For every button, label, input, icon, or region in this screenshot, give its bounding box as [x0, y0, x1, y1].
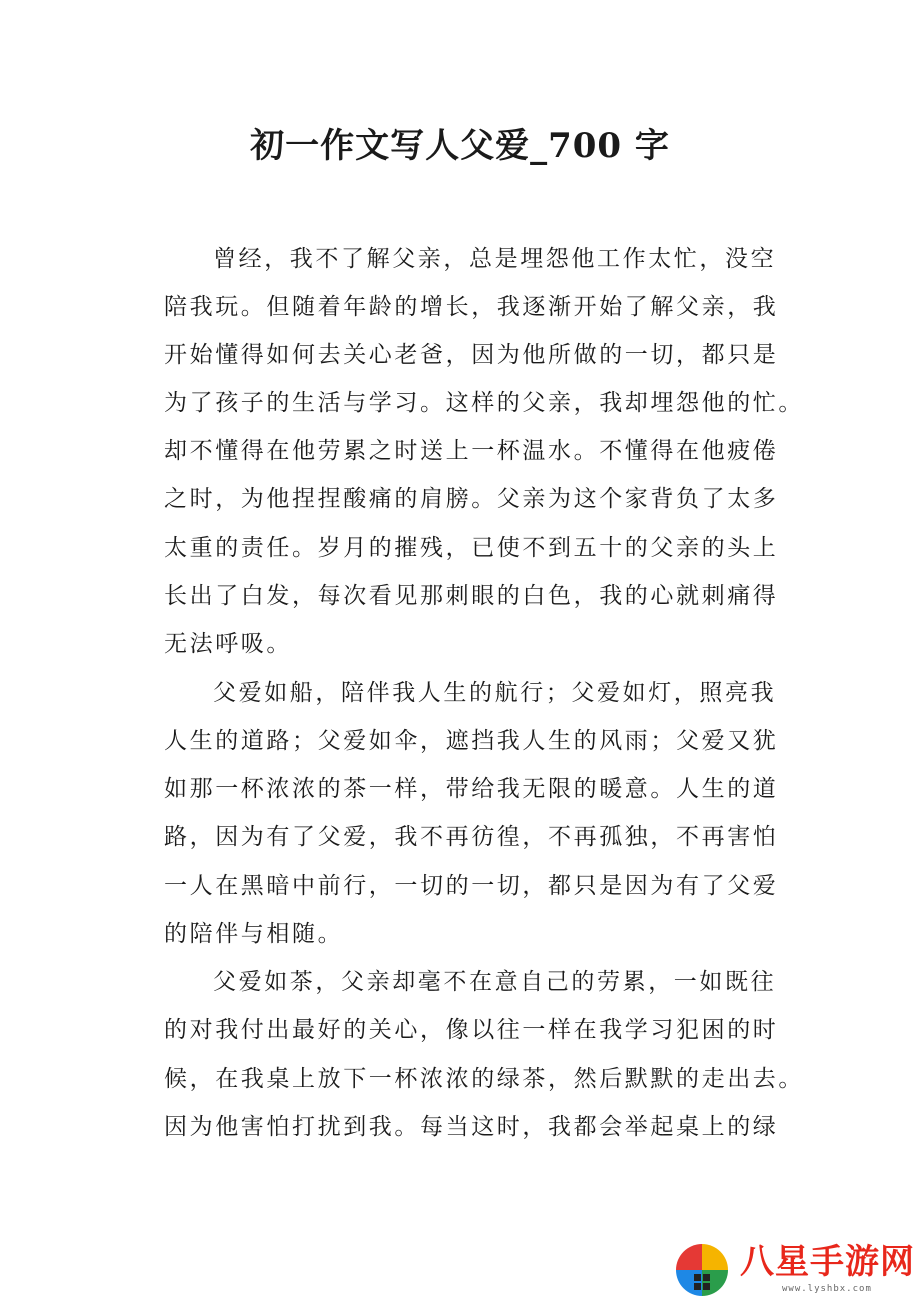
paragraph-2-line: 的陪伴与相随。: [164, 921, 344, 947]
paragraph-2-line: 一人在黑暗中前行，一切的一切，都只是因为有了父爱: [164, 873, 779, 899]
paragraph-1-line: 之时，为他捏捏酸痛的肩膀。父亲为这个家背负了太多: [164, 486, 779, 512]
document-title: 初一作文写人父爱_700 字: [250, 126, 670, 166]
paragraph-1-line: 却不懂得在他劳累之时送上一杯温水。不懂得在他疲倦: [164, 438, 779, 464]
paragraph-2-line: 如那一杯浓浓的茶一样，带给我无限的暖意。人生的道: [164, 776, 779, 802]
watermark-url: www.lyshbx.com: [782, 1284, 872, 1294]
paragraph-3-line: 候，在我桌上放下一杯浓浓的绿茶，然后默默的走出去。: [164, 1066, 804, 1092]
paragraph-1-line: 开始懂得如何去关心老爸，因为他所做的一切，都只是: [164, 342, 779, 368]
paragraph-2-line: 父爱如船，陪伴我人生的航行；父爱如灯，照亮我: [213, 680, 777, 706]
paragraph-1-line: 无法呼吸。: [164, 631, 292, 657]
paragraph-3-line: 的对我付出最好的关心，像以往一样在我学习犯困的时: [164, 1017, 779, 1043]
paragraph-2-line: 路，因为有了父爱，我不再彷徨，不再孤独，不再害怕: [164, 824, 779, 850]
site-watermark: [672, 1236, 920, 1302]
paragraph-1-line: 长出了白发，每次看见那刺眼的白色，我的心就刺痛得: [164, 583, 779, 609]
paragraph-1-line: 陪我玩。但随着年龄的增长，我逐渐开始了解父亲，我: [164, 294, 779, 320]
pinwheel-logo-icon: [672, 1240, 732, 1300]
paragraph-3-line: 父爱如茶，父亲却毫不在意自己的劳累，一如既往: [213, 969, 777, 995]
paragraph-1-line: 为了孩子的生活与学习。这样的父亲，我却埋怨他的忙。: [164, 390, 804, 416]
paragraph-1-line: 曾经，我不了解父亲，总是埋怨他工作太忙，没空: [213, 246, 777, 272]
paragraph-3-line: 因为他害怕打扰到我。每当这时，我都会举起桌上的绿: [164, 1114, 779, 1140]
watermark-site-name: 八星手游网: [740, 1242, 915, 1282]
paragraph-1-line: 太重的责任。岁月的摧残，已使不到五十的父亲的头上: [164, 535, 779, 561]
paragraph-2-line: 人生的道路；父爱如伞，遮挡我人生的风雨；父爱又犹: [164, 728, 779, 754]
